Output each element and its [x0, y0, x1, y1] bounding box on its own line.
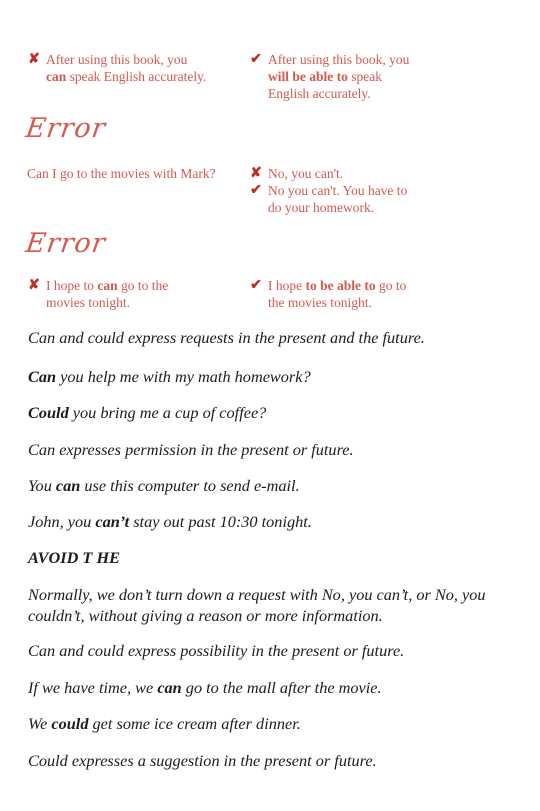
check-icon: ✔: [250, 52, 262, 67]
paragraph: Could expresses a suggestion in the present or future.: [28, 751, 377, 770]
check-icon: ✔: [250, 278, 262, 293]
paragraph: Can expresses permission in the present or future.: [28, 440, 354, 459]
correct-answer: No you can't. You have to do your homework.: [268, 183, 408, 215]
wrong-example: After using this book, you can speak English accurately.: [46, 52, 207, 84]
error-heading: Error: [23, 113, 108, 144]
paragraph: Normally, we don’t turn down a request with No, you can’t, or No, you couldn’t, without giving a reason or more information.: [28, 585, 486, 625]
example-sentence: John, you can’t stay out past 10:30 tonight.: [28, 512, 312, 531]
example-sentence: Can you help me with my math homework?: [28, 367, 311, 386]
wrong-example: I hope to can go to the movies tonight.: [46, 278, 169, 310]
wrong-icon: ✘: [28, 52, 40, 67]
example-sentence: You can use this computer to send e-mail.: [28, 476, 300, 495]
correct-example: After using this book, you will be able to speak English accurately.: [268, 52, 410, 101]
paragraph: Can and could express possibility in the present or future.: [28, 641, 405, 660]
error-heading: Error: [23, 228, 108, 259]
wrong-answer: No, you can't.: [268, 166, 344, 181]
example-sentence: If we have time, we can go to the mall after the movie.: [28, 678, 382, 697]
wrong-icon: ✘: [28, 278, 40, 293]
paragraph: Can and could express requests in the present and the future.: [28, 328, 425, 347]
example-sentence: We could get some ice cream after dinner.: [28, 714, 301, 733]
section-heading: AVOID T HE: [28, 548, 120, 567]
question-example: Can I go to the movies with Mark?: [27, 166, 216, 181]
wrong-icon: ✘: [250, 166, 262, 181]
check-icon: ✔: [250, 183, 262, 198]
example-sentence: Could you bring me a cup of coffee?: [28, 403, 267, 422]
correct-example: I hope to be able to go to the movies tonight.: [268, 278, 407, 310]
